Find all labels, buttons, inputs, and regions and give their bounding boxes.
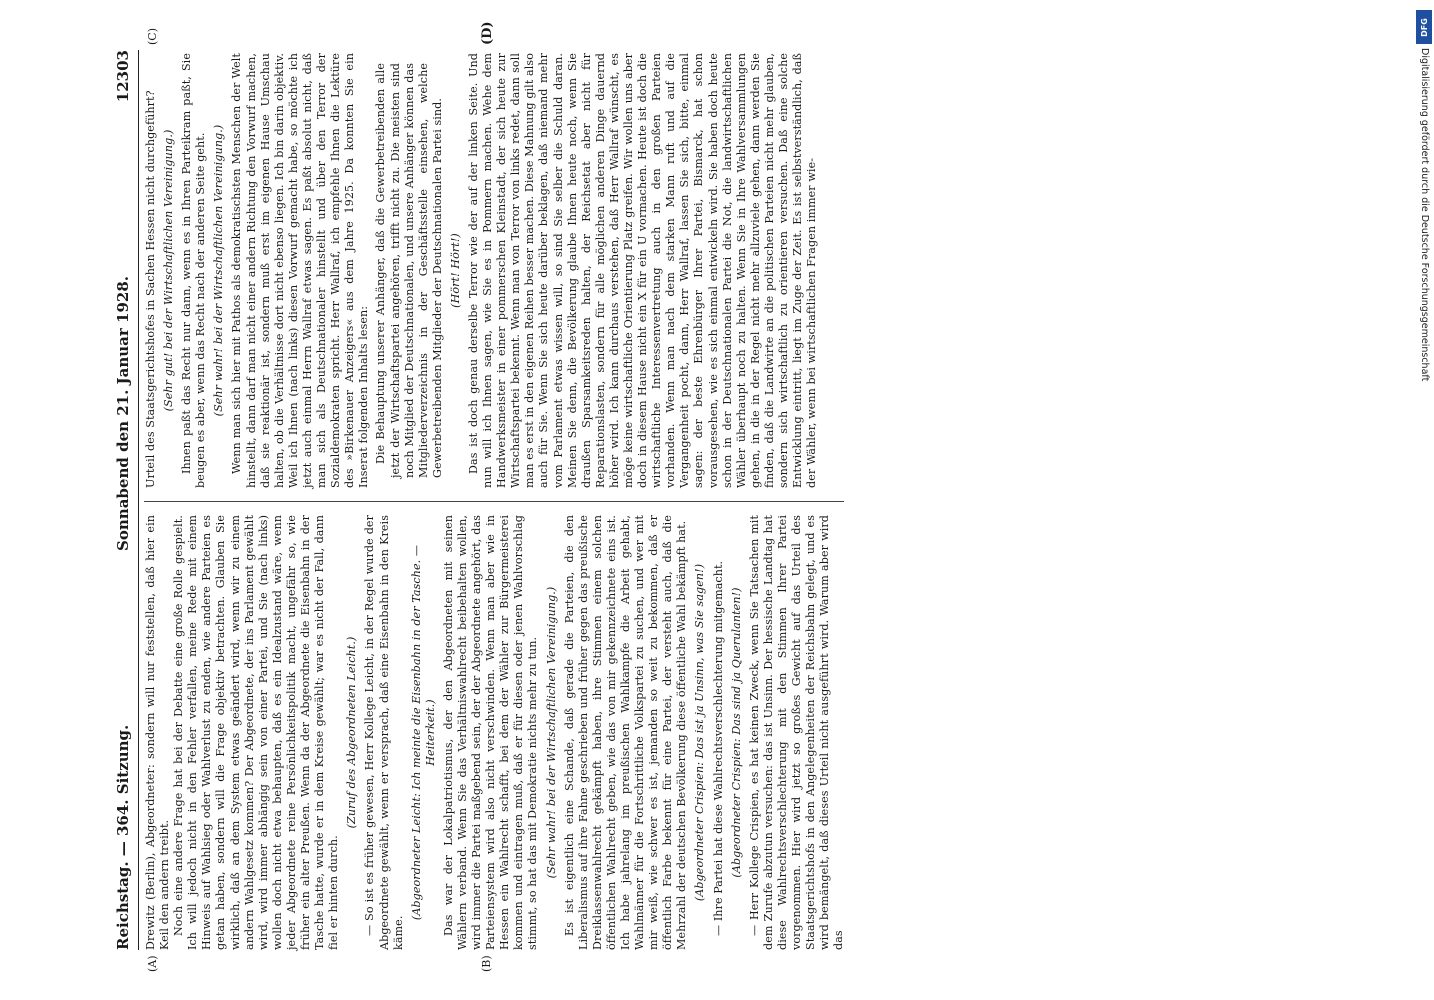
margin-mark-a: (A) [146,955,159,972]
paragraph: Urteil des Staatsgerichtshofes in Sachen Hessen nicht durchgeführt? [144,90,157,488]
interjection: (Abgeordneter Leicht: Ich meinte die Eisenbahn in der Tasche. — Heiterkeit.) [409,544,437,921]
paragraph: Drewitz (Berlin), Abgeordneter: sondern will nur feststellen, daß hier ein Keil den andern treibt. [144,515,172,950]
paragraph: — Herr Kollege Crispien, es hat keinen Zweck, wenn Sie Tatsachen mit dem Zurufe abzutun versuchen: das ist Unsinn. Der hessische Landtag hat diese Wahlrechtsverschlechterung mit den Stimmen Ihrer Partei vorgenommen. Hier wird jetzt so großes Gewicht auf das Urteil des Staatsgerichtshofs in den Angelegenheiten der Reichsbahn gelegt, und es wird bemängelt, daß dieses Urteil nicht ausgeführt wird. Warum aber wird das [747,515,846,950]
paragraph: Es ist eigentlich eine Schande, daß gerade die Parteien, die den Liberalismus auf ihre Fahne geschrieben und früher gegen das preußische Dreiklassenwahlrecht gekämpft haben, ihre Stimmen einem solchen öffentlichen Wahlrecht geben, wie das von mir gekennzeichnete eins ist. Ich habe jahrelang im preußischen Wahlkampfe die Arbeit gehabt, Wahlmänner für die Fortschrittliche Volkspartei zu suchen, und wer mit mir weiß, wie schwer es ist, jemanden so weit zu bekommen, daß er öffentlich Farbe bekennt für eine Partei, der versteht auch, daß die Mehrzahl der deutschen Bevölkerung diese öffentliche Wahl bekämpft hat. [562,515,689,950]
dfg-logo: DFG [1416,10,1432,44]
column-divider [144,501,844,502]
interjection: (Hört! Hört!) [448,233,462,308]
interjection: (Sehr wahr! bei der Wirtschaftlichen Vereinigung.) [544,586,558,879]
paragraph: — Ihre Partei hat diese Wahlrechtsverschlechterung mitgemacht. [711,560,725,936]
page-number: 12303 [114,50,132,103]
rotated-page-content [110,21,850,972]
paragraph: Noch eine andere Frage hat bei der Debatte eine große Rolle gespielt. Ich will jedoch nicht in den Fehler verfallen, meine Rede mit einem Hinweis auf Wahlsieg oder Wahlverlust zu enden, wie andere Parteien es getan haben, sondern will die Frage objektiv betrachten. Glauben Sie wirklich, daß an dem System etwas geändert wird, wenn wir zu einem andern Wahlgesetz kommen? Der Abgeordnete, der ins Parlament gewählt wird, wird immer abhängig sein von einer Partei, und Sie (nach links) wollen doch nicht etwa behaupten, daß es ein Idealzustand wäre, wenn jeder Abgeordnete reine Persönlichkeitspolitik macht, ungefähr so, wie früher ein alter Preußen. Wenn da der Abgeordnete die Eisenbahn in der Tasche hatte, wurde er in dem Kreise gewählt; war es nicht der Fall, dann fiel er hinten durch. [172,515,341,950]
digitization-credit: Digitalisierung gefördert durch die Deutsche Forschungsgemeinschaft [1419,48,1430,382]
paragraph: Das war der Lokalpatriotismus, der den Abgeordneten mit seinen Wählern verband. Wenn Sie das Verhältniswahlrecht beibehalten wollen, wird immer die Partei maßgebend sein, der der Abgeordnete angehört, das Parteiensystem wird also nicht verschwinden. Wenn man aber wie in Hessen ein Wahlrecht schafft, bei dem der Wähler zur Bürgermeisterei kommen und eintragen muß, daß er für diesen oder jenen Wahlvorschlag stimmt, so hat das mit Demokratie nichts mehr zu tun. [441,515,540,950]
interjection: (Abgeordneter Crispien: Das ist ja Unsinn, was Sie sagen!) [693,563,707,902]
margin-mark-b: (B) [480,955,493,972]
interjection: (Abgeordneter Crispien: Das sind ja Querulanten!) [729,587,743,878]
left-column [144,515,844,950]
quoted-advertisement: Die Behauptung unserer Anhänger, daß die Gewerbetreibenden alle jetzt der Wirtschaftspartei angehören, trifft nicht zu. Die meisten sind noch Mitglied der Deutschnationalen, und unsere Anhänger können das Mitgliederverzeichnis in der Geschäftsstelle einsehen, welche Gewerbetreibenden Mitglieder der Deutschnationalen Partei sind. [374,63,444,478]
running-head [110,50,136,950]
interjection: (Sehr wahr! bei der Wirtschaftlichen Vereinigung.) [212,124,226,417]
margin-mark-c: (C) [146,28,159,45]
header-rule [138,50,139,950]
header-session: Reichstag. — 364. Sitzung. [114,724,132,950]
paragraph: Das ist doch genau derselbe Terror wie der auf der linken Seite. Und nun will ich Ihnen sagen, wie Sie es in Pommern machen. Wehe dem Handwerksmeister in einer pommerschen Kleinstadt, der sich heute zur Wirtschaftspartei bekennt. Wenn man von Terror von links redet, dann soll man es erst in den eigenen Reihen besser machen. Diese Mahnung gilt also auch für Sie. Wenn Sie sich heute darüber beklagen, daß niemand mehr vom Parlament etwas wissen will, so sind Sie selber die Schuld daran. Meinen Sie denn, die Bevölkerung glaube Ihnen heute noch, wenn Sie draußen Sparsamkeitsreden halten, der Reichsetat aber nicht für Reparationslasten, sondern für alle möglichen anderen Dinge dauernd höher wird. Ich kann durchaus verstehen, daß Herr Wallraf wünscht, es möge keine wirtschaftliche Orientierung Platz greifen. Wir wollen uns aber doch in diesem Hause nicht ein X für ein U vormachen. Heute ist doch die wirtschaftliche Interessenvertretung auch in den großen Parteien vorhanden. Wenn man nach dem starken Mann ruft und auf die Vergangenheit pocht, dann, Herr Wallraf, lassen Sie sich, bitte, einmal sagen: der beste Ehrenbürger Ihrer Partei, Bismarck, hat schon vorausgesehen, wie es sich einmal entwickeln wird. Sie haben doch heute schon in der Deutschnationalen Partei die Not, die landwirtschaftlichen Wähler überhaupt noch zu halten. Wenn Sie in Ihre Wahlversammlungen gehen, in die in der Regel nicht mehr allzuviele gehen, dann werden Sie finden, daß die Landwirte an die politischen Parteien nicht mehr glauben, sondern sich wirtschaftlich zu orientieren versuchen. Daß eine solche Entwicklung eintritt, liegt im Zuge der Zeit. Es ist selbstverständlich, daß der Wähler, wenn bei wirtschaftlichen Fragen immer wie- [466,53,819,488]
margin-mark-d: (D) [480,21,495,45]
paragraph: Wenn man sich hier mit Pathos als demokratischsten Menschen der Welt hinstellt, dann darf man nicht einer andern Richtung den Vorwurf machen, daß sie reaktionär ist, sondern muß erst im eigenen Hause Umschau halten, ob die Verhältnisse dort nicht ebenso liegen. Ich bin darin objektiv. Weil ich Ihnen (nach links) diesen Vorwurf gemacht habe, so möchte ich jetzt auch einmal Herrn Wallraf etwas sagen. Es paßt absolut nicht, daß man sich als Deutschnationaler hinstellt und über den Terror der Sozialdemokraten spricht. Herr Wallraf, ich empfehle Ihnen die Lektüre des »Birkenauer Anzeigers« aus dem Jahre 1925. Da konnten Sie ein Inserat folgenden Inhalts lesen: [230,53,371,488]
right-column [144,53,844,488]
paragraph: — So ist es früher gewesen, Herr Kollege Leicht, in der Regel wurde der Abgeordnete gewählt, wenn er versprach, daß eine Eisenbahn in den Kreis käme. [363,515,405,950]
header-date: Sonnabend den 21. Januar 1928. [114,276,132,551]
interjection: (Sehr gut! bei der Wirtschaftlichen Vereinigung.) [162,129,176,412]
paragraph: Ihnen paßt das Recht nur dann, wenn es in Ihren Parteikram paßt, Sie beugen es aber, wenn das Recht nach der anderen Seite geht. [180,53,208,488]
interjection: (Zuruf des Abgeordneten Leicht.) [345,636,359,829]
